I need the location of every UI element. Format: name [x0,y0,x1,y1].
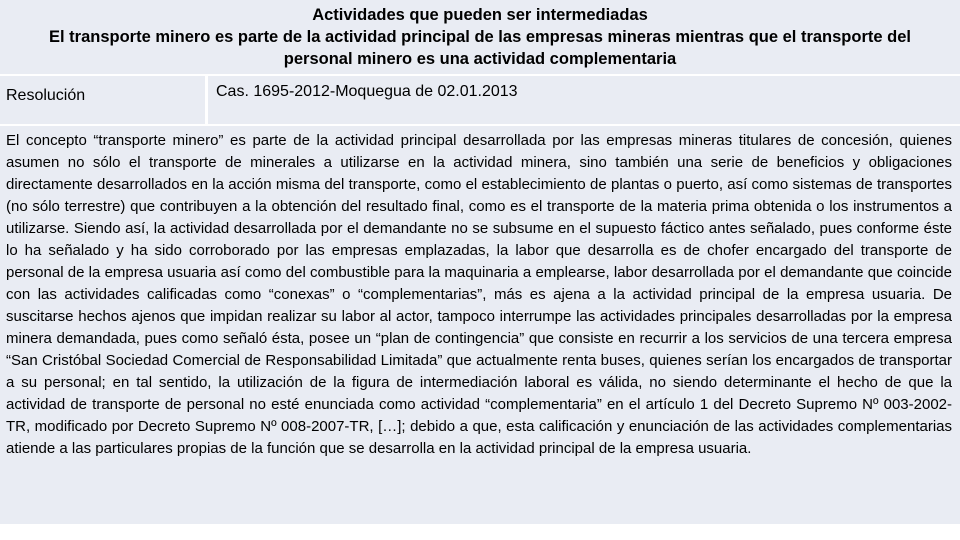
slide-subtitle-line-1: El transporte minero es parte de la actividad principal de las empresas mineras mientras que el transporte del [49,28,911,46]
slide-title: Actividades que pueden ser intermediadas [312,6,648,24]
resolution-row [0,76,960,124]
header-cell [0,0,960,75]
resolution-label: Resolución [0,76,205,124]
slide-subtitle-line-2: personal minero es una actividad complementaria [283,50,677,68]
resolution-value: Cas. 1695-2012-Moquegua de 02.01.2013 [208,76,960,124]
body-cell [0,126,960,524]
body-paragraph: El concepto “transporte minero” es parte de la actividad principal desarrollada por las empresas mineras titulares de concesión, quienes asumen no sólo el transporte de minerales a utilizarse en la actividad minera, sino también una serie de beneficios y obligaciones directamente desarrollados en la acción misma del transporte, como el establecimiento de plantas o puerto, así como sistemas de transportes (no sólo terrestre) que contribuyen a la obtención del resultado final, como es el transporte de la materia prima obtenida o los instrumentos a utilizarse. Siendo así, la actividad desarrollada por el demandante no se subsume en el supuesto fáctico antes señalado, pues conforme éste lo ha señalado y ha sido corroborado por las empresas emplazadas, la labor que desarrolla es de chofer encargado del transporte de personal de la empresa usuaria así como del combustible para la maquinaria a emplearse, labor desarrollada por el demandante que coincide con las actividades calificadas como “conexas” o “complementarias”, más es ajena a la actividad principal de la empresa usuaria. De suscitarse hechos ajenos que impidan realizar su labor al actor, tampoco interrumpe las actividades principales desarrolladas por la empresa minera demandada, pues como señaló ésta, posee un “plan de contingencia” que consiste en recurrir a los servicios de una tercera empresa “San Cristóbal Sociedad Comercial de Responsabilidad Limitada” que actualmente renta buses, quienes serían los encargados de transportar a su personal; en tal sentido, la utilización de la figura de intermediación laboral es válida, no siendo determinante el hecho de que la actividad de transporte de personal no esté enunciada como actividad “complementaria” en el artículo 1 del Decreto Supremo Nº 003-2002-TR, modificado por Decreto Supremo Nº 008-2007-TR, […]; debido a que, esta calificación y enunciación de las actividades complementarias atiende a las particulares propias de la función que se desarrolla en la actividad principal de la empresa usuaria. [6,132,952,457]
